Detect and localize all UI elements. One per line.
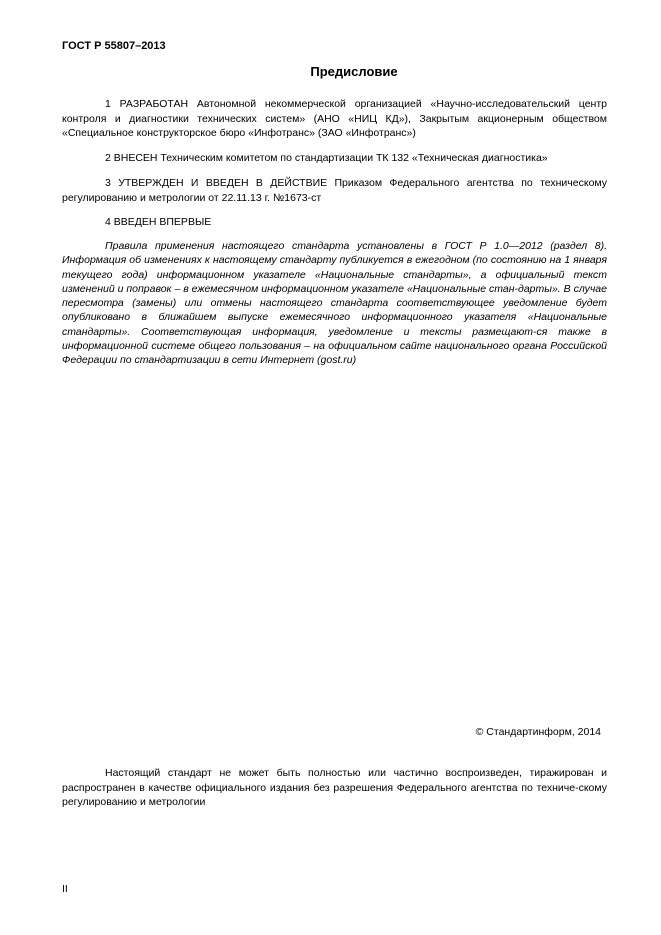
preface-paragraph-introduced: 4 ВВЕДЕН ВПЕРВЫЕ	[105, 216, 212, 228]
preface-paragraph-approved: 3 УТВЕРЖДЕН И ВВЕДЕН В ДЕЙСТВИЕ Приказом Федерального агентства по техническому регулированию и метрологии от 22.11.13 г. №1673-ст	[62, 177, 607, 204]
page-number: II	[62, 883, 68, 895]
copyright-notice: © Стандартинформ, 2014	[475, 726, 601, 738]
reproduction-notice: Настоящий стандарт не может быть полностью или частично воспроизведен, тиражирован и распространен в качестве официального издания без разрешения Федерального агентства по техниче-скому регулированию и метрологии	[62, 767, 607, 808]
standard-code-header: ГОСТ Р 55807–2013	[62, 40, 166, 52]
preface-title: Предисловие	[310, 64, 398, 79]
preface-paragraph-application-rules: Правила применения настоящего стандарта установлены в ГОСТ Р 1.0—2012 (раздел 8). Информация об изменениях к настоящему стандарту публикуется в ежегодном (по состоянию на 1 января текущего года) информационном указателе «Национальные стандарты», а официальный текст изменений и поправок – в ежемесячном информационном указателе «Национальные стан-дарты». В случае пересмотра (замены) или отмены настоящего стандарта соответствующее уведомление будет опубликовано в ближайшем выпуске ежемесячного информационного указателя «Национальные стандарты». Соответствующая информация, уведомление и тексты размещают-ся также в информационной системе общего пользования – на официальном сайте национального органа Российской Федерации по стандартизации в сети Интернет (gost.ru)	[62, 240, 607, 367]
preface-paragraph-developed: 1 РАЗРАБОТАН Автономной некоммерческой организацией «Научно-исследовательский центр контроля и диагностики технических систем» (АНО «НИЦ КД»), Закрытым акционерным обществом «Специальное конструкторское бюро «Инфотранс» (ЗАО «Инфотранс»)	[62, 98, 607, 139]
preface-paragraph-submitted: 2 ВНЕСЕН Техническим комитетом по стандартизации ТК 132 «Техническая диагностика»	[105, 152, 548, 164]
